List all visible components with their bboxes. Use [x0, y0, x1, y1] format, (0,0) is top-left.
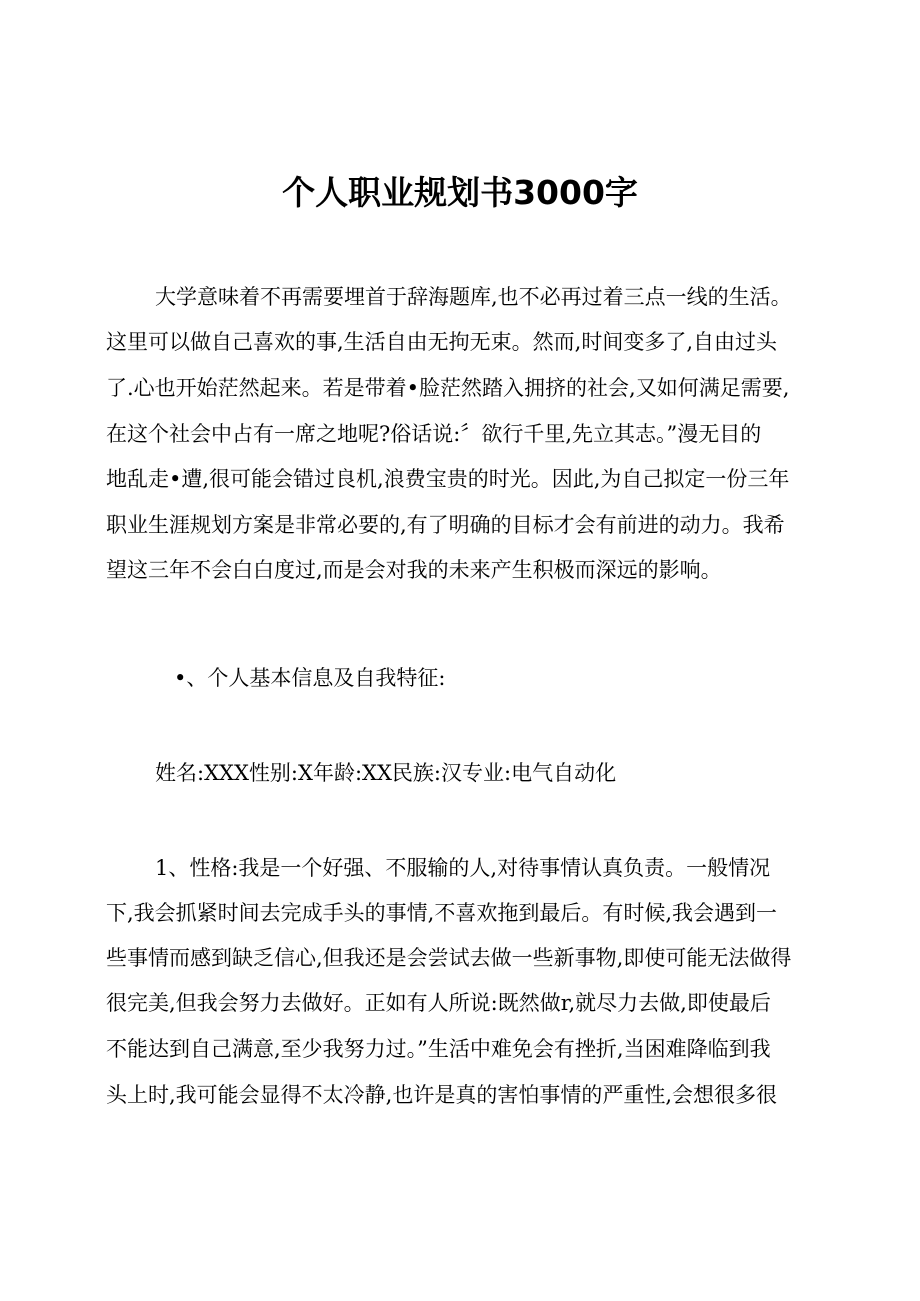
intro-line: 地乱走•遭,很可能会错过良机,浪费宝贵的时光。因此,为自己拟定一份三年: [106, 467, 790, 491]
intro-line: 望这三年不会白白度过,而是会对我的未来产生积极而深远的影响。: [106, 558, 722, 582]
personality-line: 不能达到自己满意,至少我努力过。”生活中难免会有挫折,当困难降临到我: [106, 1037, 771, 1061]
personality-line: 下,我会抓紧时间去完成手头的事情,不喜欢拖到最后。有时候,我会遇到一: [106, 901, 778, 925]
section-heading: •、个人基本信息及自我特征:: [174, 666, 446, 690]
intro-line: 职业生涯规划方案是非常必要的,有了明确的目标才会有前进的动力。我希: [106, 513, 785, 537]
intro-line: 了.心也开始茫然起来。若是带着•脸茫然踏入拥挤的社会,又如何满足需要,: [106, 376, 790, 400]
intro-line: 这里可以做自己喜欢的事,生活自由无拘无束。然而,时间变多了,自由过头: [106, 330, 778, 354]
document-title: 个人职业规划书3000字: [282, 173, 638, 212]
personality-line: 很完美,但我会努力去做好。正如有人所说:既然做r,就尽力去做,即使最后: [106, 991, 771, 1015]
personality-line: 头上时,我可能会显得不太冷静,也许是真的害怕事情的严重性,会想很多很: [106, 1083, 778, 1107]
personality-line: 些事情而感到缺乏信心,但我还是会尝试去做一些新事物,即使可能无法做得: [106, 946, 792, 970]
personality-line: 1、性格:我是一个好强、不服输的人,对待事情认真负责。一般情况: [155, 856, 771, 880]
intro-line: 在这个社会中占有一席之地呢?俗话说:〞欲行千里,先立其志。”漫无目的: [106, 422, 762, 446]
basic-info: 姓名:XXX性别:X年龄:XX民族:汉专业:电气自动化: [155, 761, 617, 785]
intro-line: 大学意味着不再需要埋首于辞海题库,也不必再过着三点一线的生活。: [155, 285, 792, 309]
